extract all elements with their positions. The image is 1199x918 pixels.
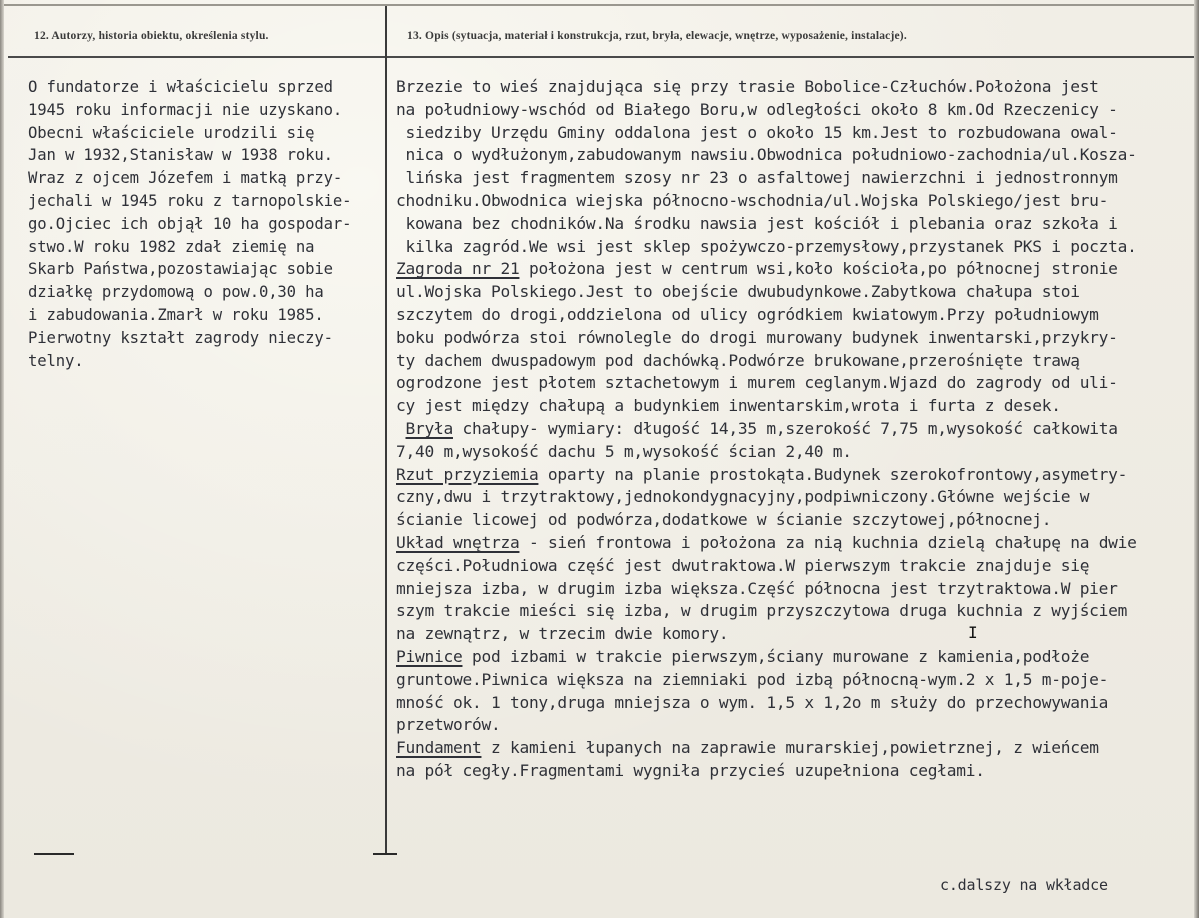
bryla-paragraph: chałupy- wymiary: długość 14,35 m,szerokość 7,75 m,wysokość całkowita 7,40 m,wysokość dachu 5 m,wysokość ścian 2,40 m. (396, 418, 1118, 461)
fundament-paragraph: z kamieni łupanych na zaprawie murarskiej,powietrznej, z wieńcem na pół cegły.Fragmentami wygniła przycieś uzupełniona cegłami. (396, 738, 1099, 780)
zagroda-label: Zagroda nr 21 (396, 259, 520, 279)
uklad-paragraph: - sień frontowa i położona za nią kuchnia dzielą chałupę na dwie części.Południowa część jest dwutraktowa.W pierwszym trakcie znajduje się mniejsza izba, w drugim izba większa.Część północna jest trzytraktowa.W pier szym trakcie mieści się izba, w drugim przyszczytowa druga kuchnia z wyjściem na zewnątrz, w trzecim dwie komory. (396, 532, 1137, 644)
column-divider (385, 6, 387, 854)
rzut-paragraph: oparty na planie prostokąta.Budynek szerokofrontowy,asymetry- czny,dwu i trzytraktowy,jednokondygnacyjny,podpiwniczony.Główne wejście w ścianie licowej od podwórza,dodatkowe w ścianie szczytowej,północnej. (396, 464, 1128, 530)
page-left-edge (0, 0, 4, 918)
history-text: O fundatorze i właścicielu sprzed 1945 roku informacji nie uzyskano. Obecni właściciele urodzili się Jan w 1932,Stanisław w 1938 roku. Wraz z ojcem Józefem i matką przy- jechali w 1945 roku z tarnopolskie- go.Ojciec ich objął 10 ha gospodar- stwo.W roku 1982 zdał ziemię na Skarb Państwa,pozostawiając sobie działkę przydomową o pow.0,30 ha i zabudowania.Zmarł w roku 1985. Pierwotny kształt zagrody nieczy- telny. (28, 78, 352, 370)
section-13-header: 13. Opis (sytuacja, materiał i konstrukcja, rzut, bryła, elewacje, wnętrze, wyposażenie, instalacje). (407, 30, 907, 42)
section-12-header: 12. Autorzy, historia obiektu, określenia stylu. (34, 30, 269, 42)
zagroda-paragraph: położona jest w centrum wsi,koło kościoła,po północnej stronie ul.Wojska Polskiego.Jest to obejście dwubudynkowe.Zabytkowa chałupa stoi szczytem do drogi,oddzielona od ulicy ogródkiem kwiatowym.Przy południowym boku podwórza stoi równolegle do drogi murowany budynek inwentarski,przykry- ty dachem dwuspadowym pod dachówką.Podwórze brukowane,przerośnięte trawą ogrodzone jest płotem sztachetowym i murem ceglanym.Wjazd do zagrody od uli- cy jest między chałupą a budynkiem inwentarskim,wrota i furta z desek. (396, 259, 1118, 416)
header-rule (8, 56, 1194, 58)
left-footer-rule (34, 853, 74, 855)
uklad-label: Układ wnętrza (396, 532, 520, 552)
intro-paragraph: Brzezie to wieś znajdująca się przy trasie Bobolice-Człuchów.Położona jest na południowy-wschód od Białego Boru,w odległości około 8 km.Od Rzeczenicy - siedziby Urzędu Gminy oddalona jest o około 15 km.Jest to rozbudowana owal- nica o wydłużonym,zabudowanym nawsiu.Obwodnica południowo-zachodnia/ul.Kosza- lińska jest fragmentem szosy nr 23 o asfaltowej nawierzchni i jednostronnym chodniku.Obwodnica wiejska północno-wschodnia/ul.Wojska Polskiego/jest bru- kowana bez chodników.Na środku nawsia jest kościół i plebania oraz szkoła i kilka zagród.We wsi jest sklep spożywczo-przemysłowy,przystanek PKS i poczta. (396, 77, 1137, 256)
text-cursor-icon: I (968, 623, 978, 642)
bryla-label: Bryła (405, 418, 453, 438)
page-right-edge (1194, 0, 1199, 918)
page-top-edge (0, 4, 1199, 6)
piwnice-paragraph: pod izbami w trakcie pierwszym,ściany murowane z kamienia,podłoże gruntowe.Piwnica większa na ziemniaki pod izbą północną-wym.2 x 1,5 m-poje- mność ok. 1 tony,druga mniejsza o wym. 1,5 x 1,2o m służy do przechowywania przetworów. (396, 646, 1109, 735)
continuation-note: c.dalszy na wkładce (940, 876, 1108, 894)
piwnice-label: Piwnice (396, 646, 463, 666)
rzut-label: Rzut przyziemia (396, 464, 539, 484)
description-text (396, 76, 1137, 783)
right-footer-rule (373, 853, 397, 855)
fundament-label: Fundament (396, 738, 482, 758)
